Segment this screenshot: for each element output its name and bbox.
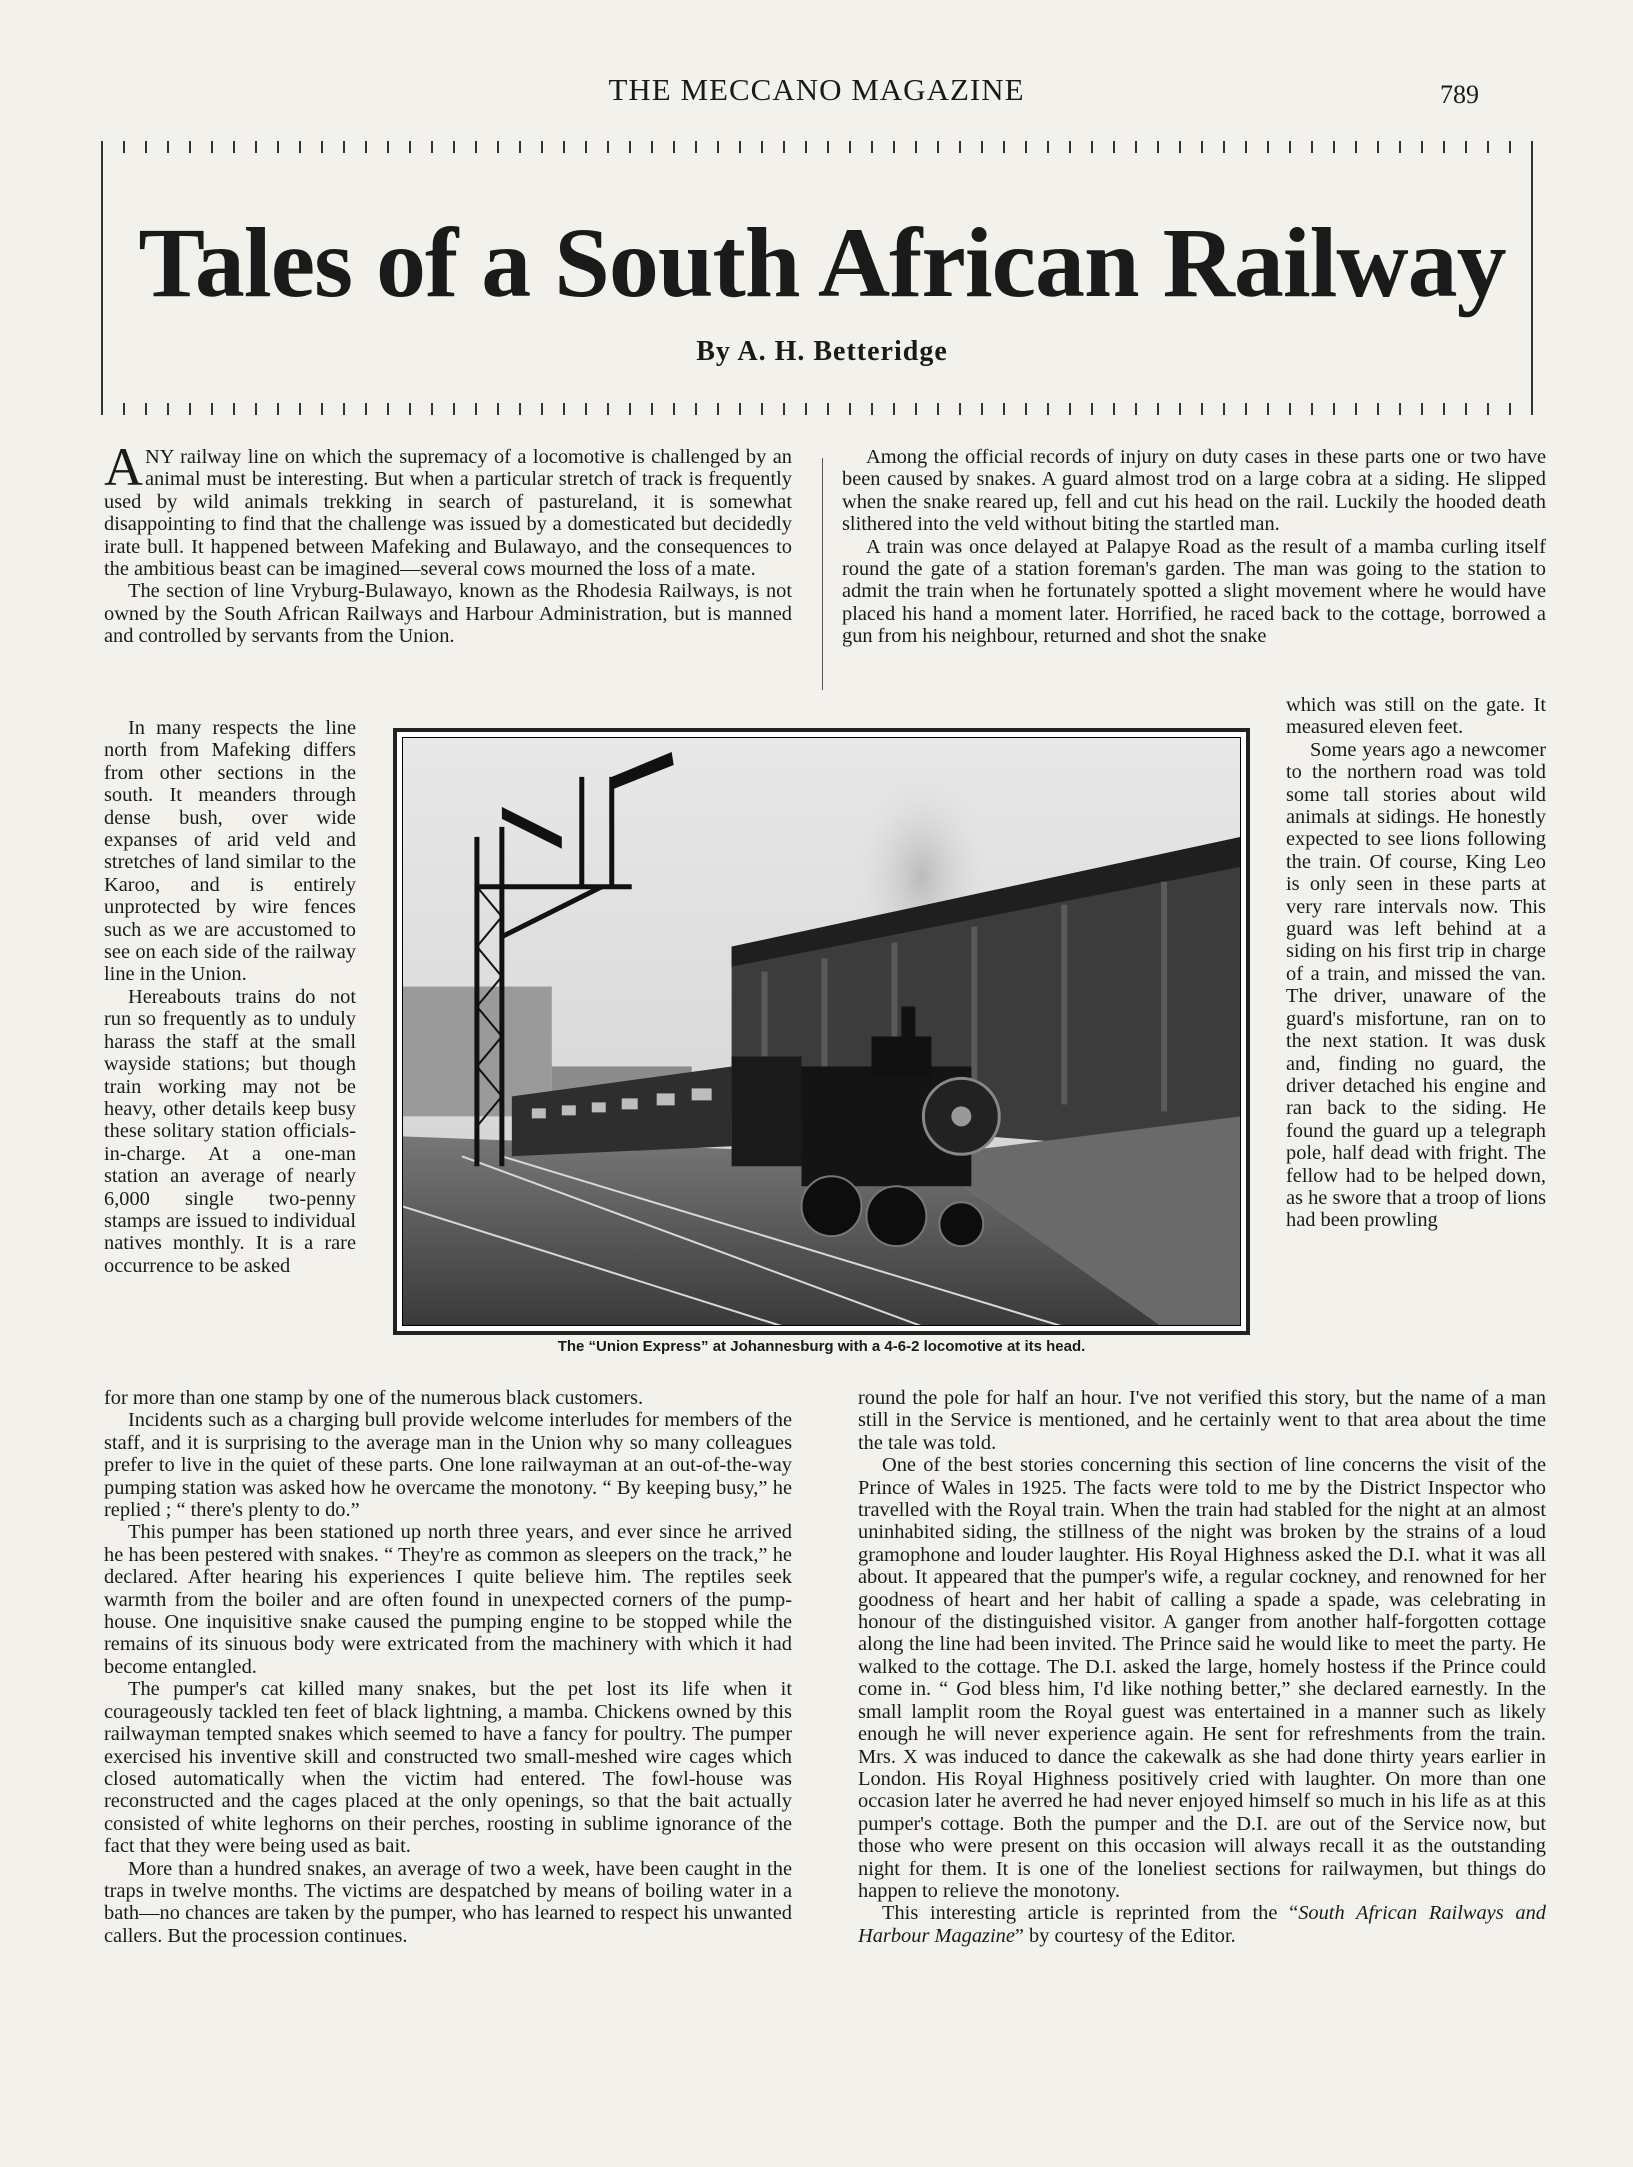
right-column-top (842, 446, 1546, 648)
running-title: THE MECCANO MAGAZINE (608, 72, 1025, 107)
article-title: Tales of a South African Railway (138, 207, 1506, 318)
title-border-box (101, 141, 1543, 415)
column-divider (822, 458, 823, 690)
article-byline: By A. H. Betteridge (696, 336, 948, 367)
credit-line: This interesting article is reprinted from the “South African Railways and Harbour Magazine” by courtesy of the Editor. (858, 1902, 1546, 1947)
paragraph: Incidents such as a charging bull provide welcome interludes for members of the staff, and it is surprising to the average man in the Union why so many colleagues prefer to live in the quiet of these parts. One lone railwayman at an out-of-the-way pumping station was asked how he overcame the monotony. “ By keeping busy,” he replied ; “ there's plenty to do.” (104, 1409, 792, 1522)
left-column-top (104, 437, 792, 648)
paragraph: This pumper has been stationed up north three years, and ever since he arrived he has been pestered with snakes. “ They're as common as sleepers on the track,” he declared. After hearing his experiences I quite believe him. The reptiles seek warmth from the boiler and are often found in unexpected corners of the pump-house. One inquisitive snake caused the pumping engine to be stopped while the remains of its sinuous body were extricated from the machinery with which it had become entangled. (104, 1521, 792, 1678)
paragraph: In many respects the line north from Mafeking differs from other sections in the south. It meanders through dense bush, over wide expanses of arid veld and stretches of land similar to the Karoo, and is entirely unprotected by wire fences such as we are accustomed to see on each side of the railway line in the Union. (104, 717, 356, 986)
left-column-bottom (104, 1387, 792, 1947)
paragraph: which was still on the gate. It measured eleven feet. (1286, 694, 1546, 739)
paragraph: One of the best stories concerning this section of line concerns the visit of the Prince of Wales in 1925. The facts were told to me by the District Inspector who travelled with the Royal train. When the train had stabled for the night at an almost uninhabited siding, the stillness of the night was broken by the strains of a loud gramophone and louder laughter. His Royal Highness asked the D.I. what it was all about. It appeared that the pumper's wife, a regular cockney, and renowned for her goodness of heart and her habit of calling a spade a spade, was celebrating in honour of the distinguished visitor. A ganger from another half-forgotten cottage along the line had been invited. The Prince said he would like to meet the party. He walked to the cottage. The D.I. asked the large, homely hostess if the Prince could come in. “ God bless him, I'd like nothing better,” she declared earnestly. In the small lamplit room the Royal guest was entertained in a manner such as likely enough he will never experience again. He sent for refreshments from the train. Mrs. X was induced to dance the cakewalk as she had done thirty years earlier in London. His Royal Highness positively cried with laughter. On more than one occasion later he averred he had never enjoyed himself so much in his life as at this pumper's cottage. Both the pumper and the D.I. are out of the Service now, but those who were present on this occasion will always recall it as the outstanding night for them. It is one of the loneliest sections for railwaymen, but things do happen to relieve the monotony. (858, 1454, 1546, 1902)
paragraph: More than a hundred snakes, an average of two a week, have been caught in the traps in twelve months. The victims are despatched by means of boiling water in a bath—no chances are taken by the pumper, who has learned to respect his unwanted callers. But the procession continues. (104, 1857, 792, 1947)
credit-source: South African Railways and Harbour Magazine (858, 1902, 1546, 1947)
right-column-bottom (858, 1387, 1546, 1947)
paragraph: for more than one stamp by one of the numerous black customers. (104, 1387, 644, 1409)
page-number: 789 (1440, 80, 1479, 109)
photo-frame (393, 728, 1250, 1335)
paragraph: Hereabouts trains do not run so frequently as to unduly harass the staff at the small wayside stations; but though train working may not be heavy, other details keep busy these solitary station officials-in-charge. At a one-man station an average of nearly 6,000 single two-penny stamps are issued to individual natives monthly. It is a rare occurrence to be asked (104, 985, 356, 1277)
paragraph: The pumper's cat killed many snakes, but the pet lost its life when it courageously tackled ten feet of black lightning, a mamba. Chickens owned by this railwayman tempted snakes which seemed to have a fancy for poultry. The pumper exercised his inventive skill and constructed two small-meshed wire cages which closed automatically when the victim had entered. The fowl-house was reconstructed and the cages placed at the only openings, so that the bait actually consisted of white leghorns on their perches, roosting in sublime ignorance of the fact that they were being used as bait. (104, 1678, 792, 1858)
paragraph: ANY railway line on which the supremacy of a locomotive is challenged by an animal must be interesting. But when a particular stretch of track is frequently used by wild animals trekking in search of pastureland, it is somewhat disappointing to find that the challenge was issued by a domesticated but decidedly irate bull. It happened between Mafeking and Bulawayo, and the consequences to the ambitious beast can be imagined—several cows mourned the loss of a mate. (104, 437, 792, 581)
paragraph: A train was once delayed at Palapye Road as the result of a mamba curling itself round the gate of a station foreman's garden. The man was going to the station to admit the train when he fortunately spotted a slight movement where he would have placed his hand a moment later. Horrified, he raced back to the cottage, borrowed a gun from his neighbour, returned and shot the snake (842, 535, 1546, 648)
drop-cap: A (104, 437, 143, 497)
paragraph: round the pole for half an hour. I've not verified this story, but the name of a man still in the Service is mentioned, and he certainly went to that area about the time the tale was told. (858, 1387, 1546, 1454)
train-photograph (402, 737, 1241, 1326)
left-column-narrow (104, 717, 356, 1277)
paragraph: Some years ago a newcomer to the northern road was told some tall stories about wild animals at sidings. He honestly expected to see lions following the train. Of course, King Leo is only seen in these parts at very rare intervals now. This guard was left behind at a siding on his first trip in charge of a train, and missed the van. The driver, unaware of the guard's misfortune, ran on to the next station. It was dusk and, finding no guard, the driver detached his engine and ran back to the siding. He found the guard up a telegraph pole, half dead with fright. The fellow had to be helped down, as he swore that a troop of lions had been prowling (1286, 738, 1546, 1232)
paragraph: The section of line Vryburg-Bulawayo, known as the Rhodesia Railways, is not owned by the South African Railways and Harbour Administration, but is manned and controlled by servants from the Union. (104, 580, 792, 648)
photo-caption: The “Union Express” at Johannesburg with a 4-6-2 locomotive at its head. (557, 1338, 1086, 1355)
right-column-narrow (1286, 694, 1546, 1232)
paragraph: Among the official records of injury on duty cases in these parts one or two have been caused by snakes. A guard almost trod on a large cobra at a siding. He slipped when the snake reared up, fell and cut his head on the rail. Luckily the hooded death slithered into the veld without biting the startled man. (842, 446, 1546, 536)
